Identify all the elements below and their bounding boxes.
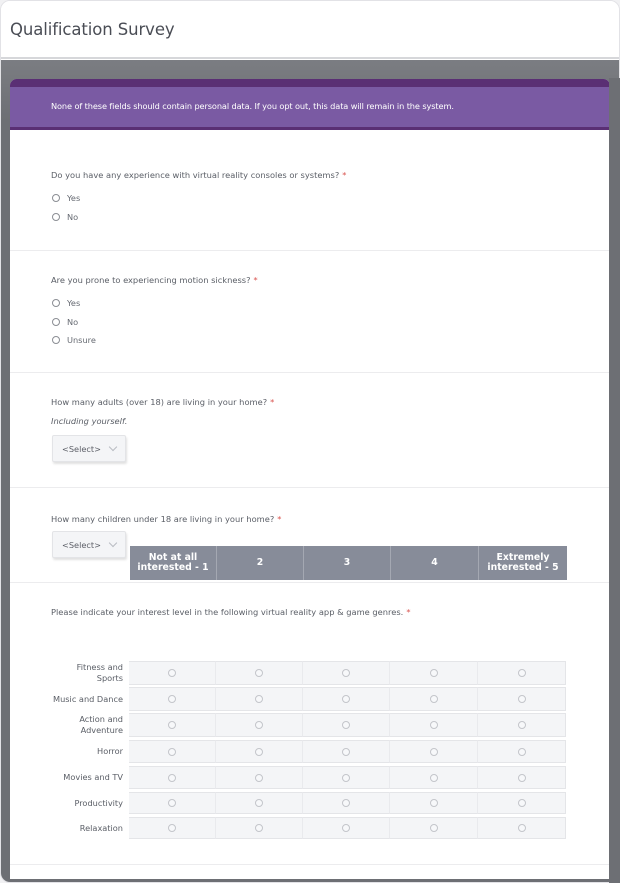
matrix-row-label: Action and Adventure	[79, 714, 123, 735]
radio-button[interactable]	[342, 721, 350, 729]
radio-button[interactable]	[342, 774, 350, 782]
radio-button[interactable]	[518, 695, 526, 703]
matrix-row-label: Relaxation	[79, 822, 123, 833]
matrix-row-label: Movies and TV	[63, 772, 123, 782]
radio-button[interactable]	[255, 695, 263, 703]
matrix-cell[interactable]	[478, 766, 566, 789]
radio-button[interactable]	[430, 774, 438, 782]
radio-button[interactable]	[430, 721, 438, 729]
question-label: How many children under 18 are living in your home? *	[51, 514, 282, 524]
matrix-col-header: Extremely interested - 5	[479, 546, 567, 580]
page-title: Qualification Survey	[10, 20, 175, 39]
matrix-col-header: 4	[391, 546, 479, 580]
matrix-cell[interactable]	[303, 661, 390, 685]
matrix-cell[interactable]	[129, 687, 216, 711]
radio-button[interactable]	[255, 721, 263, 729]
matrix-row-label: Horror	[97, 746, 123, 756]
radio-button[interactable]	[518, 748, 526, 756]
radio-option-yes[interactable]: Yes	[52, 297, 80, 309]
matrix-col-header: 2	[217, 546, 304, 580]
radio-button[interactable]	[168, 748, 176, 756]
required-mark: *	[253, 275, 258, 285]
matrix-cell[interactable]	[129, 766, 216, 789]
required-mark: *	[406, 607, 411, 617]
matrix-cell[interactable]	[390, 661, 478, 685]
matrix-cell[interactable]	[478, 713, 566, 737]
radio-option-no[interactable]: No	[52, 211, 78, 223]
radio-button[interactable]	[430, 748, 438, 756]
radio-button[interactable]	[518, 824, 526, 832]
matrix-cell[interactable]	[216, 661, 303, 685]
matrix-cell[interactable]	[129, 740, 216, 763]
matrix-cell[interactable]	[303, 766, 390, 789]
radio-button[interactable]	[430, 824, 438, 832]
matrix-cell[interactable]	[390, 792, 478, 814]
question-label: Please indicate your interest level in the following virtual reality app & game genres. *	[51, 607, 411, 617]
question-help-text: Including yourself.	[51, 416, 128, 426]
matrix-cell[interactable]	[216, 740, 303, 763]
matrix-cell[interactable]	[303, 713, 390, 737]
radio-button[interactable]	[168, 774, 176, 782]
matrix-cell[interactable]	[129, 817, 216, 839]
matrix-col-header: 3	[304, 546, 391, 580]
adults-select[interactable]: <Select>	[52, 435, 126, 462]
matrix-cell[interactable]	[390, 817, 478, 839]
radio-button[interactable]	[342, 748, 350, 756]
matrix-cell[interactable]	[478, 740, 566, 763]
radio-button[interactable]	[255, 774, 263, 782]
radio-option-no[interactable]: No	[52, 316, 78, 328]
radio-button[interactable]	[168, 721, 176, 729]
question-label: Are you prone to experiencing motion sickness? *	[51, 275, 258, 285]
radio-button[interactable]	[342, 695, 350, 703]
radio-button[interactable]	[168, 695, 176, 703]
question-label: How many adults (over 18) are living in your home? *	[51, 397, 275, 407]
radio-button[interactable]	[255, 748, 263, 756]
radio-button[interactable]	[430, 799, 438, 807]
matrix-cell[interactable]	[303, 817, 390, 839]
matrix-cell[interactable]	[216, 792, 303, 814]
matrix-row-label: Music and Dance	[53, 693, 123, 704]
matrix-cell[interactable]	[129, 713, 216, 737]
required-mark: *	[342, 170, 347, 180]
matrix-cell[interactable]	[390, 713, 478, 737]
radio-button[interactable]	[342, 824, 350, 832]
matrix-col-header: Not at all interested - 1	[130, 546, 217, 580]
matrix-cell[interactable]	[303, 792, 390, 814]
radio-button[interactable]	[168, 824, 176, 832]
matrix-cell[interactable]	[390, 687, 478, 711]
scrollbar-track[interactable]	[609, 78, 620, 883]
matrix-row-label: Productivity	[74, 797, 123, 808]
matrix-cell[interactable]	[216, 713, 303, 737]
radio-option-yes[interactable]: Yes	[52, 192, 80, 204]
required-mark: *	[277, 514, 282, 524]
radio-button[interactable]	[342, 799, 350, 807]
matrix-cell[interactable]	[216, 766, 303, 789]
matrix-cell[interactable]	[303, 687, 390, 711]
matrix-cell[interactable]	[303, 740, 390, 763]
notice-message: None of these fields should contain personal data. If you opt out, this data will remain in the system.	[51, 101, 454, 111]
matrix-cell[interactable]	[129, 661, 216, 685]
matrix-cell[interactable]	[478, 817, 566, 839]
children-select[interactable]: <Select>	[52, 531, 126, 558]
matrix-cell[interactable]	[129, 792, 216, 814]
radio-option-unsure[interactable]: Unsure	[52, 334, 96, 346]
radio-button[interactable]	[255, 669, 263, 677]
matrix-cell[interactable]	[390, 740, 478, 763]
top-bar	[1, 1, 620, 59]
matrix-cell[interactable]	[478, 792, 566, 814]
radio-button[interactable]	[518, 721, 526, 729]
matrix-cell[interactable]	[478, 661, 566, 685]
radio-button[interactable]	[255, 824, 263, 832]
question-label: Do you have any experience with virtual reality consoles or systems? *	[51, 170, 347, 180]
radio-button[interactable]	[342, 669, 350, 677]
radio-button[interactable]	[518, 799, 526, 807]
radio-button[interactable]	[518, 669, 526, 677]
radio-button[interactable]	[518, 774, 526, 782]
matrix-cell[interactable]	[390, 766, 478, 789]
matrix-cell[interactable]	[216, 687, 303, 711]
matrix-cell[interactable]	[216, 817, 303, 839]
radio-button[interactable]	[430, 695, 438, 703]
matrix-cell[interactable]	[478, 687, 566, 711]
required-mark: *	[270, 397, 275, 407]
radio-button[interactable]	[255, 799, 263, 807]
radio-button[interactable]	[168, 799, 176, 807]
radio-button[interactable]	[168, 669, 176, 677]
radio-button[interactable]	[430, 669, 438, 677]
matrix-row-label: Fitness and Sports	[76, 662, 123, 683]
